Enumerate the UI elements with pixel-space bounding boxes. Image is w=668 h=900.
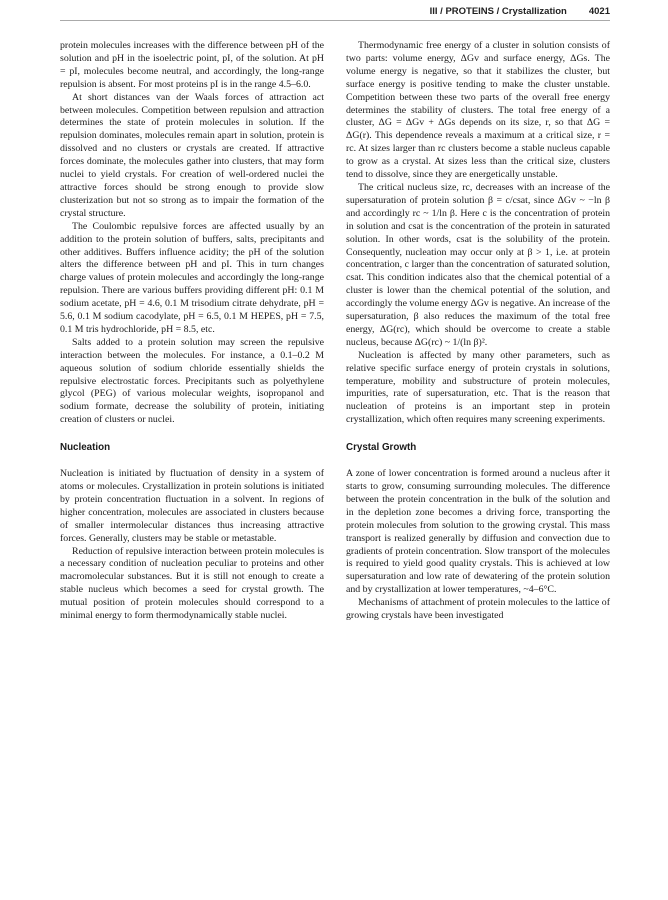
left-column — [60, 40, 324, 623]
page-header — [0, 0, 668, 22]
running-title: III / PROTEINS / Crystallization — [429, 6, 567, 17]
body-paragraph: The Coulombic repulsive forces are affected usually by an addition to the protein solution of buffers, salts, precipitants and other additives. Buffers influence acidity; the pH of the solution alters the difference between pH and pI. This in turn changes charge values of protein molecules and accordingly the long-range repulsion. There are various buffers providing different pH: 0.1 M sodium acetate, pH = 4.6, 0.1 M trisodium citrate dehydrate, pH = 5.6, 0.1 M sodium cacodylate, pH = 6.5, 0.1 M HEPES, pH = 7.5, 0.1 M tris hydrochloride, pH = 8.5, etc. — [60, 220, 324, 335]
section-heading-crystal-growth: Crystal Growth — [346, 442, 417, 454]
body-paragraph: The critical nucleus size, rc, decreases with an increase of the supersaturation of protein solution β = c/csat, since ΔGv ~ −ln β and accordingly rc ~ 1/ln β. Here c is the concentration of protein in solution and csat is the concentration of the protein in saturated solution. In other words, csat is the solubility of the protein. Consequently, nucleation may occur only at β > 1, i.e. at protein concentration, c larger than the concentration of saturated solution, csat. This condition indicates also that the chemical potential of a cluster is lower than the chemical potential of the solution, and accordingly the volume energy ΔGv is negative. An increase of the supersaturation, β also reduces the maximum of the total free energy, ΔG(rc), which should be overcome to create a stable nucleus, because ΔG(rc) ~ 1/(ln β)². — [346, 181, 610, 348]
page-number: 4021 — [588, 6, 610, 17]
body-paragraph: Thermodynamic free energy of a cluster in solution consists of two parts: volume energy, ΔGv and surface energy, ΔGs. The volume energy is negative, so that it stabilizes the cluster, but surface energy is positive tending to make the cluster unstable. Competition between these two parts of the overall free energy determines the stability of clusters. The total free energy of a cluster, ΔG = ΔGv + ΔGs depends on its size, r, so that ΔG = ΔG(r). This dependence reveals a maximum at a critical size, r = rc. At sizes larger than rc clusters become a stable nucleus capable to grow as a crystal. At sizes less than the critical size, clusters tend to dissolve, since they are energetically unstable. — [346, 40, 610, 181]
body-paragraph: Nucleation is affected by many other parameters, such as relative specific surface energy of protein crystals in solutions, temperature, mobility and substructure of protein molecules, impurities, rate of supersaturation, etc. That is the reason that nucleation of proteins is an important step in protein crystallization, which often requires many screening experiments. — [346, 349, 610, 426]
body-paragraph: protein molecules increases with the difference between pH of the solution and pH in the isoelectric point, pI, of the solution. At pH = pI, molecules become neutral, and accordingly, the long-range repulsion is absent. For most proteins pI is in the range 4.5–6.0. — [60, 40, 324, 90]
body-paragraph: Mechanisms of attachment of protein molecules to the lattice of growing crystals have been investigated — [346, 597, 610, 622]
body-paragraph: Nucleation is initiated by fluctuation of density in a system of atoms or molecules. Crystallization in protein solutions is initiated by protein concentration fluctuation in a solvent. In regions of higher concentration, molecules are associated in clusters because of smaller intermolecular distances thus increasing attractive forces. Generally, clusters may be stable or metastable. — [60, 468, 324, 544]
body-paragraph: A zone of lower concentration is formed around a nucleus after it starts to grow, consuming surrounding molecules. The difference between the protein concentration in the bulk of the solution and in the depletion zone becomes a driving force, transporting the protein molecules from solution to the growing crystal. This mass transport is realized generally by diffusion and convection due to gradients of protein concentration. Slow transport of the molecules is required to yield good quality crystals. This is achieved at low supersaturation and low rate of dewatering of the protein solution and by crystallization at lower temperatures, ~4–6°C. — [346, 468, 610, 596]
section-heading-nucleation: Nucleation — [60, 442, 111, 454]
body-paragraph: Salts added to a protein solution may screen the repulsive interaction between the molecules. For instance, a 0.1–0.2 M aqueous solution of sodium chloride essentially shields the repulsive electrostatic forces. Precipitants such as polyethylene glycol (PEG) of various molecular weights, isopropanol and sodium formate, decrease the solubility of protein, initiating creation of clusters or nuclei. — [60, 336, 324, 426]
body-paragraph: At short distances van der Waals forces of attraction act between molecules. Competition between repulsion and attraction determines the state of protein molecules in solution. If the repulsion dominates, molecules remain apart in solution, protein is dissolved and no clusters or crystals are created. If attractive forces dominate, the molecules gather into clusters, that may form nuclei to yield crystals. For creation of well-ordered nuclei the attractive forces should be strong enough to provide slow clusterization but not so strong as to impair the formation of the crystal structure. — [60, 91, 324, 219]
running-head — [430, 6, 610, 17]
body-paragraph: Reduction of repulsive interaction between protein molecules is a necessary condition of nucleation peculiar to proteins and other macromolecular substances. But it is still not enough to create a stable nucleus which becomes a seed for crystal growth. The mutual position of protein molecules should correspond to a minimal energy to form thermodynamically stable nuclei. — [60, 545, 324, 622]
right-column — [346, 40, 610, 623]
